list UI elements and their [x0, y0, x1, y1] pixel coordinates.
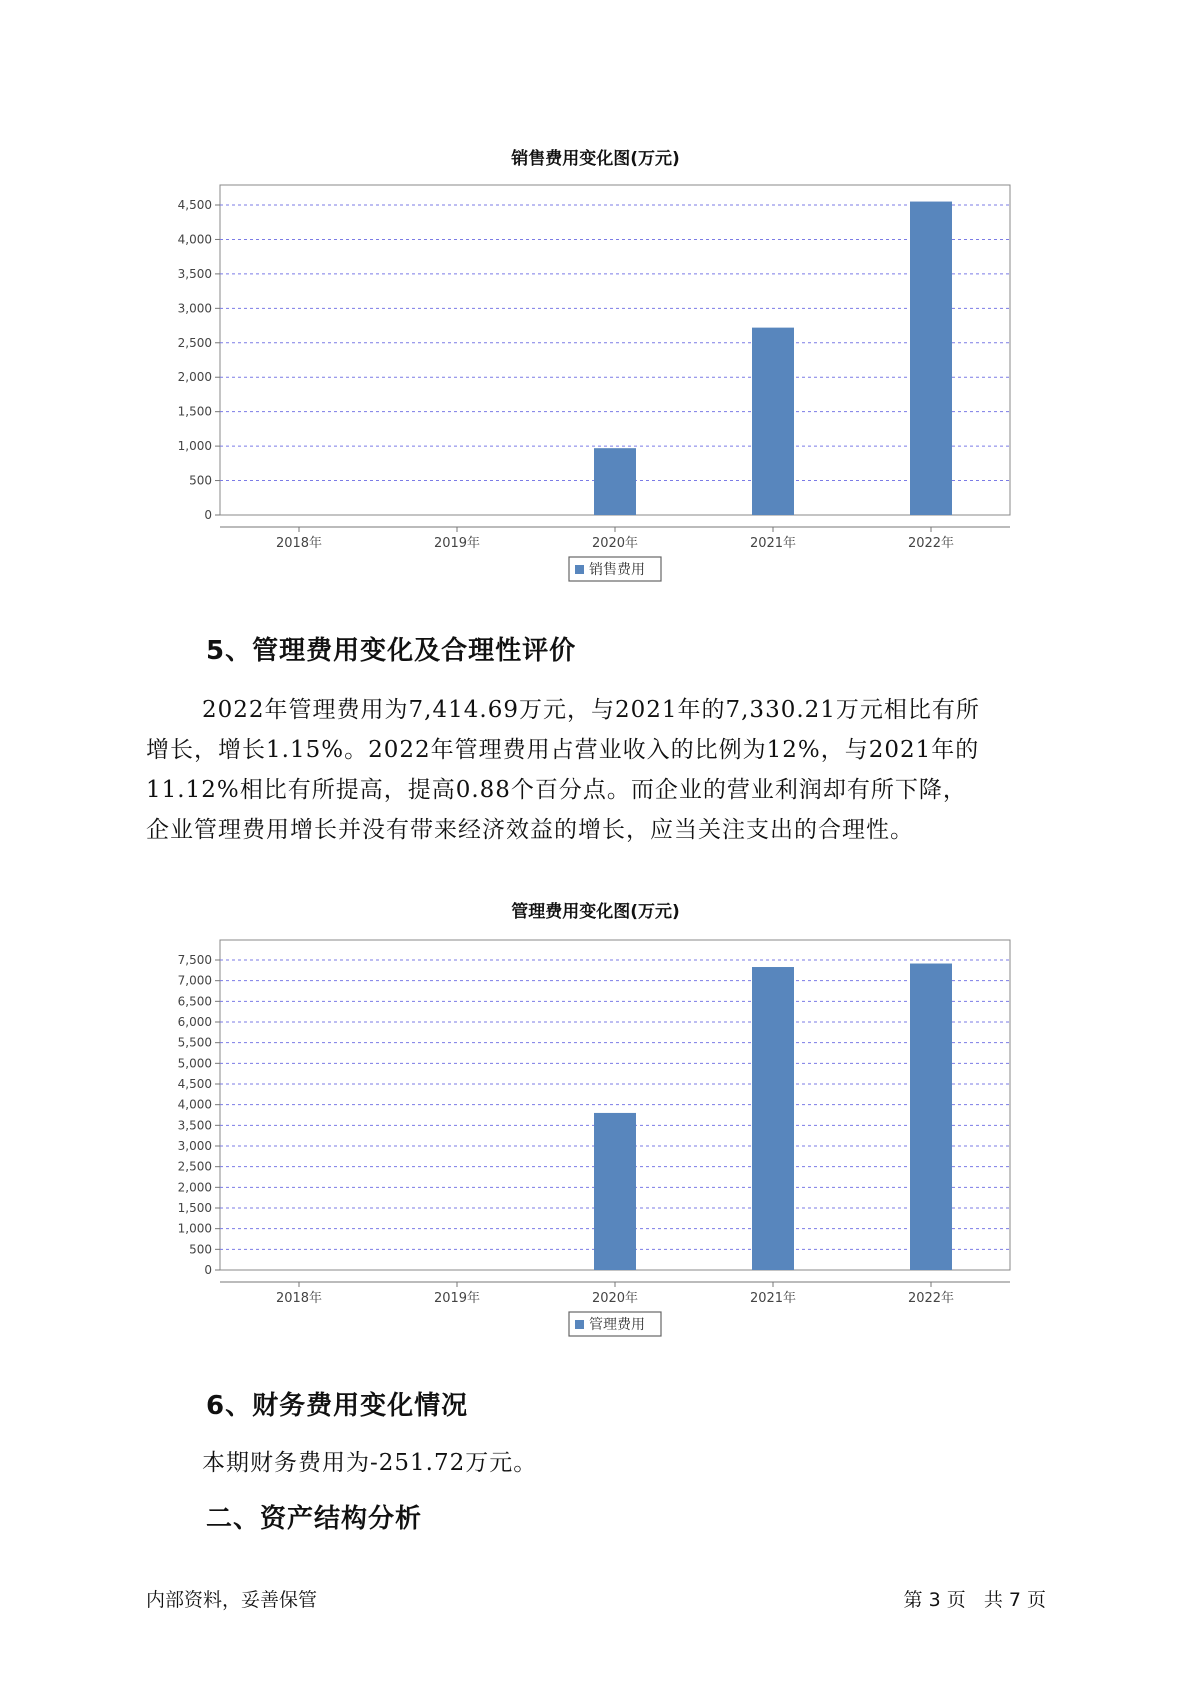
y-tick-label: 3,500 — [177, 1118, 212, 1133]
y-tick-label: 3,000 — [177, 301, 212, 316]
paragraph-line: 增长，增长1.15%。2022年管理费用占营业收入的比例为12%，与2021年的 — [146, 737, 980, 763]
legend-swatch — [575, 565, 584, 574]
y-tick-label: 2,000 — [177, 370, 212, 385]
y-tick-label: 6,500 — [177, 994, 212, 1009]
paragraph-line: 2022年管理费用为7,414.69万元，与2021年的7,330.21万元相比有所 — [202, 697, 980, 723]
legend-label: 销售费用 — [589, 562, 645, 578]
y-tick-label: 3,000 — [177, 1139, 212, 1153]
y-tick-label: 2,500 — [177, 335, 212, 350]
y-tick-label: 0 — [204, 1263, 212, 1277]
y-tick-label: 7,000 — [177, 973, 212, 988]
bar — [594, 1113, 636, 1270]
sales-expense-chart-title: 销售费用变化图(万元) — [511, 149, 680, 169]
sales-expense-chart — [0, 170, 1191, 590]
bar — [910, 964, 952, 1270]
footer-confidential-note: 内部资料，妥善保管 — [146, 1589, 318, 1611]
y-tick-label: 1,000 — [177, 439, 212, 454]
admin-expense-chart-title: 管理费用变化图(万元) — [511, 902, 680, 922]
admin-expense-chart — [0, 925, 1191, 1345]
x-tick-label: 2019年 — [433, 536, 481, 551]
y-tick-label: 1,500 — [177, 1201, 212, 1215]
footer-page-number: 第 3 页 共 7 页 — [903, 1589, 1046, 1611]
y-tick-label: 1,500 — [177, 404, 212, 419]
paragraph-line: 11.12%相比有所提高，提高0.88个百分点。而企业的营业利润却有所下降， — [146, 777, 967, 803]
bar — [752, 328, 794, 515]
x-tick-label: 2018年 — [275, 1291, 323, 1306]
y-tick-label: 1,000 — [177, 1221, 212, 1236]
x-tick-label: 2020年 — [591, 536, 639, 551]
y-tick-label: 500 — [189, 1242, 212, 1257]
y-tick-label: 5,500 — [177, 1035, 212, 1050]
y-tick-label: 7,500 — [177, 953, 212, 967]
paragraph-line: 企业管理费用增长并没有带来经济效益的增长，应当关注支出的合理性。 — [146, 817, 914, 843]
x-tick-label: 2018年 — [275, 536, 323, 551]
y-tick-label: 4,500 — [177, 1077, 212, 1091]
bar — [910, 202, 952, 515]
y-tick-label: 5,000 — [177, 1056, 212, 1071]
x-tick-label: 2020年 — [591, 1291, 639, 1306]
section5-paragraph — [146, 690, 1046, 850]
y-tick-label: 6,000 — [177, 1015, 212, 1029]
y-tick-label: 500 — [189, 473, 212, 488]
x-tick-label: 2021年 — [749, 1291, 797, 1306]
section6-text: 本期财务费用为-251.72万元。 — [202, 1450, 538, 1476]
section-two-heading: 二、资产结构分析 — [206, 1504, 423, 1534]
y-tick-label: 4,000 — [177, 232, 212, 247]
y-tick-label: 3,500 — [177, 266, 212, 281]
y-tick-label: 4,500 — [177, 198, 212, 212]
legend-swatch — [575, 1320, 584, 1329]
y-tick-label: 0 — [204, 508, 212, 522]
x-tick-label: 2022年 — [907, 1291, 955, 1306]
y-tick-label: 2,500 — [177, 1159, 212, 1174]
legend-label: 管理费用 — [589, 1317, 645, 1333]
y-tick-label: 2,000 — [177, 1180, 212, 1195]
y-tick-label: 4,000 — [177, 1097, 212, 1112]
bar — [752, 967, 794, 1270]
x-tick-label: 2021年 — [749, 536, 797, 551]
x-tick-label: 2019年 — [433, 1291, 481, 1306]
x-tick-label: 2022年 — [907, 536, 955, 551]
section5-heading: 5、管理费用变化及合理性评价 — [206, 636, 577, 666]
section6-heading: 6、财务费用变化情况 — [206, 1391, 469, 1421]
bar — [594, 448, 636, 515]
